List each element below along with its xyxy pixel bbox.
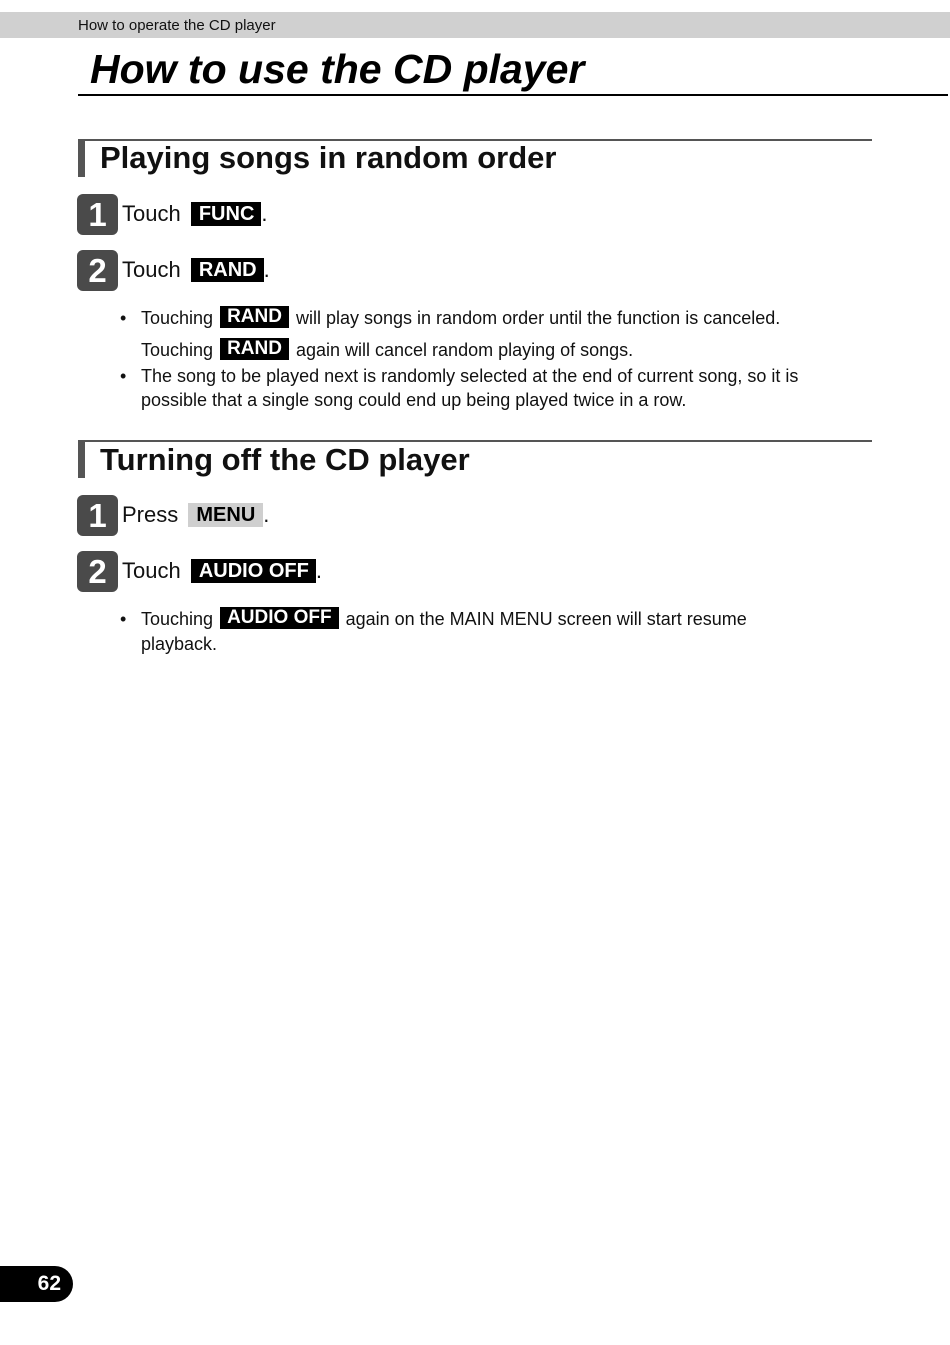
bullet-dot: •: [120, 366, 127, 386]
step-end: .: [315, 558, 322, 583]
note-line: playback.: [141, 634, 218, 654]
step-verb: Touch: [122, 558, 181, 583]
section-title: Turning off the CD player: [100, 442, 470, 477]
note-text: again will cancel random playing of songs.: [295, 340, 634, 360]
step-number-badge: 1: [77, 495, 118, 536]
rand-key-label: RAND: [220, 338, 289, 360]
step-end: .: [263, 257, 270, 282]
bullet-dot: •: [120, 609, 127, 629]
page-number: 62: [0, 1266, 73, 1302]
step-number-badge: 1: [77, 194, 118, 235]
note-text: Touching: [141, 308, 214, 328]
rand-key-label: RAND: [191, 258, 264, 282]
section-bar: [78, 440, 85, 478]
running-header-title: How to operate the CD player: [78, 17, 276, 34]
step-instruction: [122, 557, 322, 585]
note-text: Touching: [141, 609, 214, 629]
step-instruction: [122, 501, 269, 529]
step-number-badge: 2: [77, 551, 118, 592]
section-bar: [78, 139, 85, 177]
audio-off-key-label: AUDIO OFF: [220, 607, 339, 629]
step-end: .: [263, 502, 270, 527]
step-verb: Touch: [122, 201, 181, 226]
note-text: again on the MAIN MENU screen will start resume: [345, 609, 747, 629]
note-line: possible that a single song could end up being played twice in a row.: [141, 390, 687, 410]
note-text: will play songs in random order until the function is canceled.: [295, 308, 781, 328]
section-title: Playing songs in random order: [100, 140, 557, 175]
step-instruction: [122, 200, 268, 228]
note-line: [141, 306, 780, 330]
rand-key-label: RAND: [220, 306, 289, 328]
audio-off-key-label: AUDIO OFF: [191, 559, 316, 583]
step-instruction: [122, 256, 270, 284]
step-number-badge: 2: [77, 250, 118, 291]
note-line: The song to be played next is randomly selected at the end of current song, so it is: [141, 366, 799, 386]
note-line: [141, 338, 633, 362]
step-verb: Press: [122, 502, 179, 527]
note-text: Touching: [141, 340, 214, 360]
func-key-label: FUNC: [191, 202, 262, 226]
step-verb: Touch: [122, 257, 181, 282]
menu-key-label: MENU: [188, 503, 263, 527]
title-rule: [78, 94, 948, 96]
page-title: How to use the CD player: [90, 46, 585, 92]
bullet-dot: •: [120, 308, 127, 328]
step-end: .: [261, 201, 268, 226]
note-line: [141, 607, 747, 631]
